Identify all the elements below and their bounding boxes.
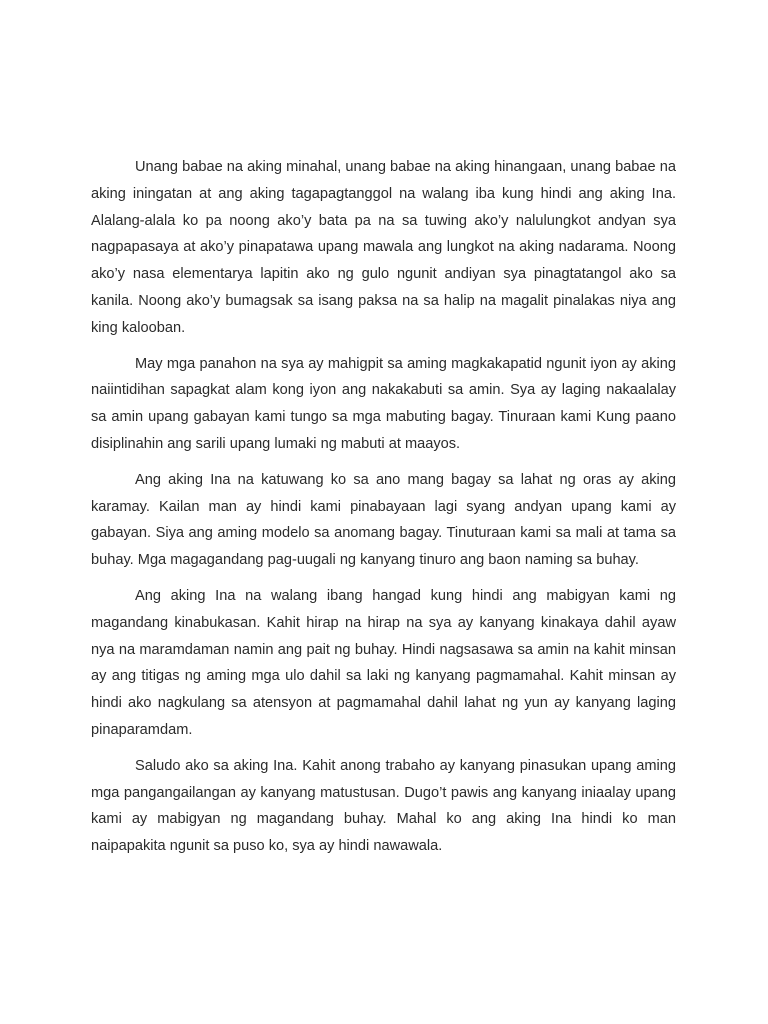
paragraph-5: Saludo ako sa aking Ina. Kahit anong trabaho ay kanyang pinasukan upang aming mga pangangailangan ay kanyang matustusan. Dugo’t pawis ang kanyang iniaalay upang kami ay mabigyan ng magandang buhay. Mahal ko ang aking Ina hindi ko man naipapakita ngunit sa puso ko, sya ay hindi nawawala.: [91, 757, 676, 855]
essay-body: [91, 154, 676, 860]
paragraph-3: Ang aking Ina na katuwang ko sa ano mang bagay sa lahat ng oras ay aking karamay. Kailan man ay hindi kami pinabayaan lagi syang andyan upang kami ay gabayan. Siya ang aming modelo sa anomang bagay. Tinuturaan kami sa mali at tama sa buhay. Mga magagandang pag-uugali ng kanyang tinuro ang baon naming sa buhay.: [91, 471, 676, 569]
paragraph-4: Ang aking Ina na walang ibang hangad kung hindi ang mabigyan kami ng magandang kinabukasan. Kahit hirap na hirap na sya ay kanyang kinakaya dahil ayaw nya na maramdaman namin ang pait ng buhay. Hindi nagsasawa sa amin na kahit minsan ay ang titigas ng aming mga ulo dahil sa laki ng kanyang pagmamahal. Kahit minsan ay hindi ako nagkulang sa atensyon at pagmamahal dahil lahat ng yun ay kanyang laging pinaparamdam.: [91, 587, 676, 738]
paragraph-2: May mga panahon na sya ay mahigpit sa aming magkakapatid ngunit iyon ay aking naiintidihan sapagkat alam kong iyon ang nakakabuti sa amin. Sya ay laging nakaalalay sa amin upang gabayan kami tungo sa mga mabuting bagay. Tinuraan kami Kung paano disiplinahin ang sarili upang lumaki ng mabuti at maayos.: [91, 355, 676, 452]
paragraph-1: Unang babae na aking minahal, unang babae na aking hinangaan, unang babae na aking iningatan at ang aking tagapagtanggol na walang iba kung hindi ang aking Ina. Alalang-alala ko pa noong ako’y bata pa na sa tuwing ako’y nalulungkot andyan sya nagpapasaya at ako’y pinapatawa upang mawala ang lungkot na aking nadarama. Noong ako’y nasa elementarya lapitin ako ng gulo ngunit andiyan sya pinagtatangol ako sa kanila. Noong ako’y bumagsak sa isang paksa na sa halip na magalit pinalakas niya ang king kalooban.: [91, 159, 676, 336]
